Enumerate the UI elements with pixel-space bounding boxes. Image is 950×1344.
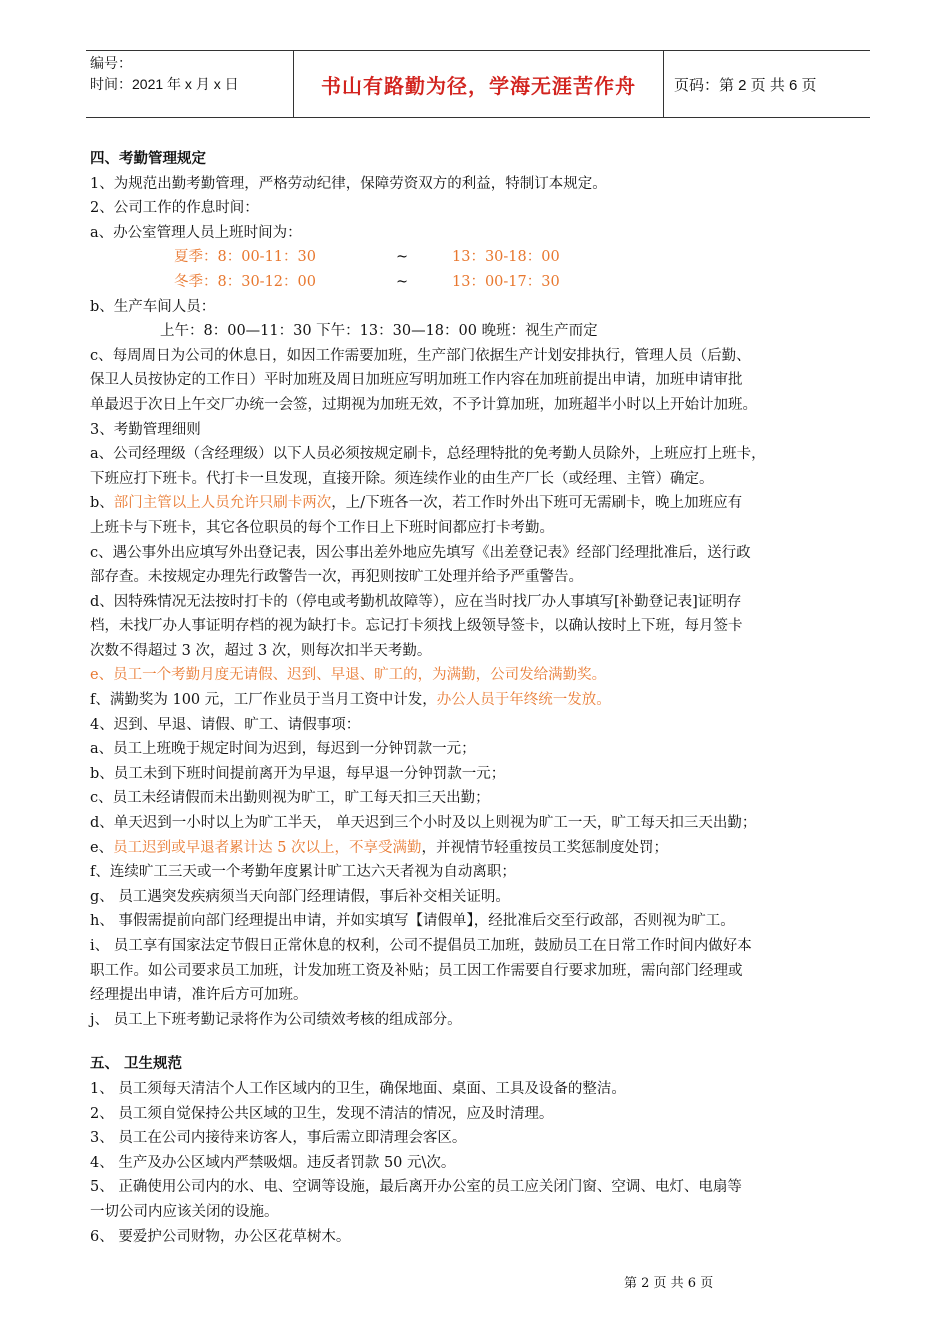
paragraph-line: f、连续旷工三天或一个考勤年度累计旷工达六天者视为自动离职； [90,864,516,881]
paragraph-line: 保卫人员按协定的工作日）平时加班及周日加班应写明加班工作内容在加班前提出申请，加班申请审批 [90,372,743,389]
paragraph-line [90,688,874,713]
paragraph-line: 1、为规范出勤考勤管理，严格劳动纪律，保障劳资双方的利益，特制订本规定。 [90,175,607,192]
paragraph-line: a、员工上班晚于规定时间为迟到，每迟到一分钟罚款一元； [90,741,476,758]
paragraph-line: d、因特殊情况无法按时打卡的（停电或考勤机故障等），应在当时找厂办人事填写[补勤登记表]证明存 [90,593,742,610]
page-header [86,50,870,118]
highlight-text: 员工迟到或早退者累计达 5 次以上，不享受满勤 [113,839,422,856]
paragraph-line: g、 员工遇突发疾病须当天向部门经理请假，事后补交相关证明。 [90,888,510,905]
paragraph-line: i、 员工享有国家法定节假日正常休息的权利，公司不提倡员工加班，鼓励员工在日常工作时间内做好本 [90,938,752,954]
paragraph-line [90,836,874,861]
paragraph-line: 3、 员工在公司内接待来访客人，事后需立即清理会客区。 [90,1130,467,1147]
paragraph-line: 档，未找厂办人事证明存档的视为缺打卡。忘记打卡须找上级领导签卡，以确认按时上下班，每月签卡 [90,618,743,635]
paragraph-line: 4、 生产及办公区域内严禁吸烟。违反者罚款 50 元\次。 [90,1154,456,1171]
paragraph-line: 2、公司工作的作息时间： [90,200,259,217]
section-gap [90,1032,874,1052]
summer-schedule [90,245,874,270]
header-motto: 书山有路勤为径，学海无涯苦作舟 [294,51,664,117]
paragraph-line: 部存查。未按规定办理先行政警告一次，再犯则按旷工处理并给予严重警告。 [90,569,583,586]
paragraph-line: 3、考勤管理细则 [90,421,201,438]
tilde: ~ [396,273,409,290]
page-footer: 第 2 页 共 6 页 [624,1276,714,1291]
paragraph-line: 职工作。如公司要求员工加班，计发加班工资及补贴；员工因工作需要自行要求加班，需向部门经理或 [90,962,743,979]
header-meta [86,51,294,117]
paragraph-line: 4、迟到、早退、请假、旷工、请假事项： [90,716,361,733]
paragraph-line: c、员工未经请假而未出勤则视为旷工，旷工每天扣三天出勤； [90,790,490,807]
paragraph-line: 1、 员工须每天清洁个人工作区域内的卫生，确保地面、桌面、工具及设备的整洁。 [90,1080,626,1097]
line-rest: ，上/下班各一次，若工作时外出下班可无需刷卡，晚上加班应有 [331,495,743,512]
paragraph-line: 下班应打下班卡。代打卡一旦发现，直接开除。须连续作业的由生产厂长（或经理、主管）确定。 [90,470,714,487]
summer-afternoon: 13：30-18：00 [452,249,560,266]
winter-morning: 冬季：8：30-12：00 [174,273,316,290]
paragraph-line: 次数不得超过 3 次，超过 3 次，则每次扣半天考勤。 [90,642,432,659]
header-page-info: 页码：第 2 页 共 6 页 [674,76,817,94]
paragraph-line: d、单天迟到一小时以上为旷工半天， 单天迟到三个小时及以上则视为旷工一天，旷工每天扣三天出勤； [90,815,757,832]
paragraph-line-highlight: e、员工一个考勤月度无请假、迟到、早退、旷工的，为满勤，公司发给满勤奖。 [90,667,607,684]
winter-schedule [90,270,874,295]
section-title-hygiene: 五、 卫生规范 [90,1055,183,1073]
tilde: ~ [396,249,409,266]
number-label: 编号： [90,55,132,71]
line-text: f、满勤奖为 100 元，工厂作业员于当月工资中计发， [90,692,437,709]
paragraph-line: b、生产车间人员： [90,298,216,315]
section-title-attendance: 四、考勤管理规定 [90,150,206,167]
paragraph-line: a、办公室管理人员上班时间为： [90,224,302,241]
paragraph-line: 2、 员工须自觉保持公共区域的卫生，发现不清洁的情况，应及时清理。 [90,1105,554,1122]
paragraph-line: b、员工未到下班时间提前离开为早退，每早退一分钟罚款一元； [90,765,506,782]
paragraph-line: 单最迟于次日上午交厂办统一会签，过期视为加班无效，不予计算加班，加班超半小时以上开始计加班。 [90,396,757,413]
line-prefix: b、 [90,495,114,512]
paragraph-line: h、 事假需提前向部门经理提出申请，并如实填写【请假单】，经批准后交至行政部，否则视为旷工。 [90,913,735,930]
paragraph-line: 5、 正确使用公司内的水、电、空调等设施，最后离开办公室的员工应关闭门窗、空调、电灯、电扇等 [90,1179,742,1196]
paragraph-line: c、遇公事外出应填写外出登记表，因公事出差外地应先填写《出差登记表》经部门经理批准后，送行政 [90,544,751,561]
line-prefix: e、 [90,839,114,856]
line-rest: ，并视情节轻重按员工奖惩制度处罚； [421,839,669,856]
winter-afternoon: 13：00-17：30 [452,273,560,290]
summer-morning: 夏季：8：00-11：30 [174,249,316,266]
paragraph-line: 上班卡与下班卡，其它各位职员的每个工作日上下班时间都应打卡考勤。 [90,519,554,536]
paragraph-line: c、每周周日为公司的休息日，如因工作需要加班，生产部门依据生产计划安排执行，管理人员（后勤、 [90,347,751,364]
paragraph-line: j、 员工上下班考勤记录将作为公司绩效考核的组成部分。 [90,1011,462,1028]
document-body [90,147,874,1249]
paragraph-line: 6、 要爱护公司财物，办公区花草树木。 [90,1228,351,1245]
highlight-text: 部门主管以上人员允许只刷卡两次 [113,495,332,512]
paragraph-line: 一切公司内应该关闭的设施。 [90,1203,279,1220]
highlight-text: 办公人员于年终统一发放。 [436,692,611,709]
paragraph-line [90,491,874,516]
paragraph-line: a、公司经理级（含经理级）以下人员必须按规定刷卡，总经理特批的免考勤人员除外，上班应打上班卡， [90,446,766,463]
time-label: 时间：2021 年 x 月 x 日 [90,76,239,92]
paragraph-line: 经理提出申请，准许后方可加班。 [90,987,308,1004]
production-schedule: 上午：8：00—11：30 下午：13：30—18：00 晚班：视生产而定 [160,323,598,340]
